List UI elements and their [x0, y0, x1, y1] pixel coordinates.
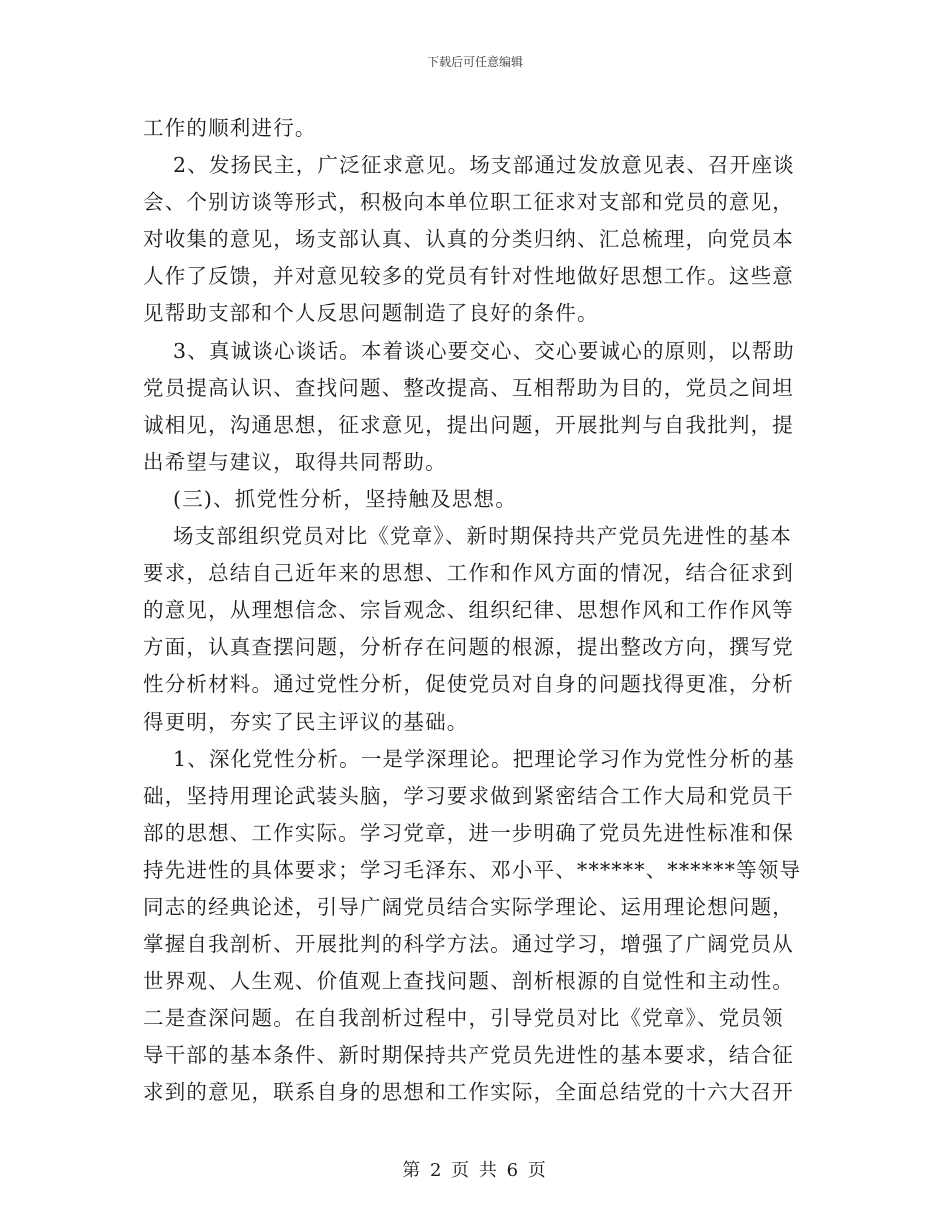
paragraph-deepen-analysis: 1、深化党性分析。一是学深理论。把理论学习作为党性分析的基础，坚持用理论武装头脑，学习要求做到紧密结合工作大局和党员干部的思想、工作实际。学习党章，进一步明确了党员先进性标准和保持先进性的具体要求；学习毛泽东、邓小平、******、******等领导同志的经典论述，引导广阔党员结合实际学理论、运用理论想问题，掌握自我剖析、开展批判的科学方法。通过学习，增强了广阔党员从世界观、人生观、价值观上查找问题、剖析根源的自觉性和主动性。二是查深问题。在自我剖析过程中，引导党员对比《党章》、党员领导干部的基本条件、新时期保持共产党员先进性的基本要求，结合征求到的意见，联系自身的思想和工作实际，全面总结党的十六大召开: [143, 746, 802, 1105]
document-body: [143, 110, 805, 1112]
section-heading-party-analysis: (三)、抓党性分析，坚持触及思想。: [173, 486, 517, 511]
paragraph-heart-to-heart: 3、真诚谈心谈话。本着谈心要交心、交心要诚心的原则，以帮助党员提高认识、查找问题、整改提高、互相帮助为目的，党员之间坦诚相见，沟通思想，征求意见，提出问题，开展批判与自我批判，提出希望与建议，取得共同帮助。: [143, 338, 795, 474]
paragraph-continuation: 工作的顺利进行。: [143, 116, 317, 140]
paragraph-democracy: 2、发扬民主，广泛征求意见。场支部通过发放意见表、召开座谈会、个别访谈等形式，积极向本单位职工征求对支部和党员的意见，对收集的意见，场支部认真、认真的分类归纳、汇总梳理，向党员本人作了反馈，并对意见较多的党员有针对性地做好思想工作。这些意见帮助支部和个人反思问题制造了良好的条件。: [143, 153, 795, 326]
header-note: 下载后可任意编辑: [426, 55, 523, 69]
paragraph-party-analysis: 场支部组织党员对比《党章》、新时期保持共产党员先进性的基本要求，总结自己近年来的思想、工作和作风方面的情况，结合征求到的意见，从理想信念、宗旨观念、组织纪律、思想作风和工作作风等方面，认真查摆问题，分析存在问题的根源，提出整改方向，撰写党性分析材料。通过党性分析，促使党员对自身的问题找得更准，分析得更明，夯实了民主评议的基础。: [143, 524, 794, 734]
page-number: 第 2 页 共 6 页: [402, 1160, 548, 1181]
